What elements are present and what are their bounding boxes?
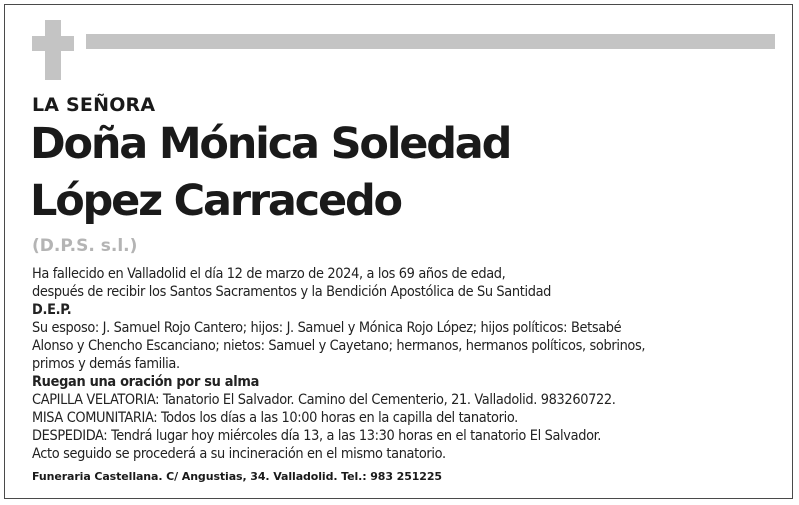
intro-line-1: Ha fallecido en Valladolid el día 12 de marzo de 2024, a los 69 años de edad, bbox=[32, 266, 506, 282]
dps-note: (D.P.S. s.l.) bbox=[32, 236, 138, 256]
obituary-body bbox=[32, 265, 782, 463]
cross-icon bbox=[32, 20, 74, 80]
prayer-heading: Ruegan una oración por su alma bbox=[32, 374, 259, 390]
cross-horizontal-bar bbox=[32, 36, 74, 51]
funeral-home-footer: Funeraria Castellana. C/ Angustias, 34. Valladolid. Tel.: 983 251225 bbox=[32, 470, 442, 483]
farewell-line: DESPEDIDA: Tendrá lugar hoy miércoles día 13, a las 13:30 horas en el tanatorio El Salvador. bbox=[32, 428, 602, 444]
dep-heading: D.E.P. bbox=[32, 302, 72, 318]
family-line-3: primos y demás familia. bbox=[32, 356, 180, 372]
mass-line: MISA COMUNITARIA: Todos los días a las 10:00 horas en la capilla del tanatorio. bbox=[32, 410, 518, 426]
chapel-line: CAPILLA VELATORIA: Tanatorio El Salvador. Camino del Cementerio, 21. Valladolid. 983260722. bbox=[32, 392, 616, 408]
deceased-name-line-1: Doña Mónica Soledad bbox=[30, 119, 511, 169]
header-rule bbox=[86, 34, 775, 49]
family-line-1: Su esposo: J. Samuel Rojo Cantero; hijos: J. Samuel y Mónica Rojo López; hijos políticos: Betsabé bbox=[32, 320, 622, 336]
honorific-prefix: LA SEÑORA bbox=[32, 94, 156, 116]
deceased-name-line-2: López Carracedo bbox=[30, 176, 401, 226]
incineration-line: Acto seguido se procederá a su incineración en el mismo tanatorio. bbox=[32, 446, 446, 462]
intro-line-2: después de recibir los Santos Sacramentos y la Bendición Apostólica de Su Santidad bbox=[32, 284, 552, 300]
family-line-2: Alonso y Chencho Escanciano; nietos: Samuel y Cayetano; hermanos, hermanos políticos, sobrinos, bbox=[32, 338, 646, 354]
